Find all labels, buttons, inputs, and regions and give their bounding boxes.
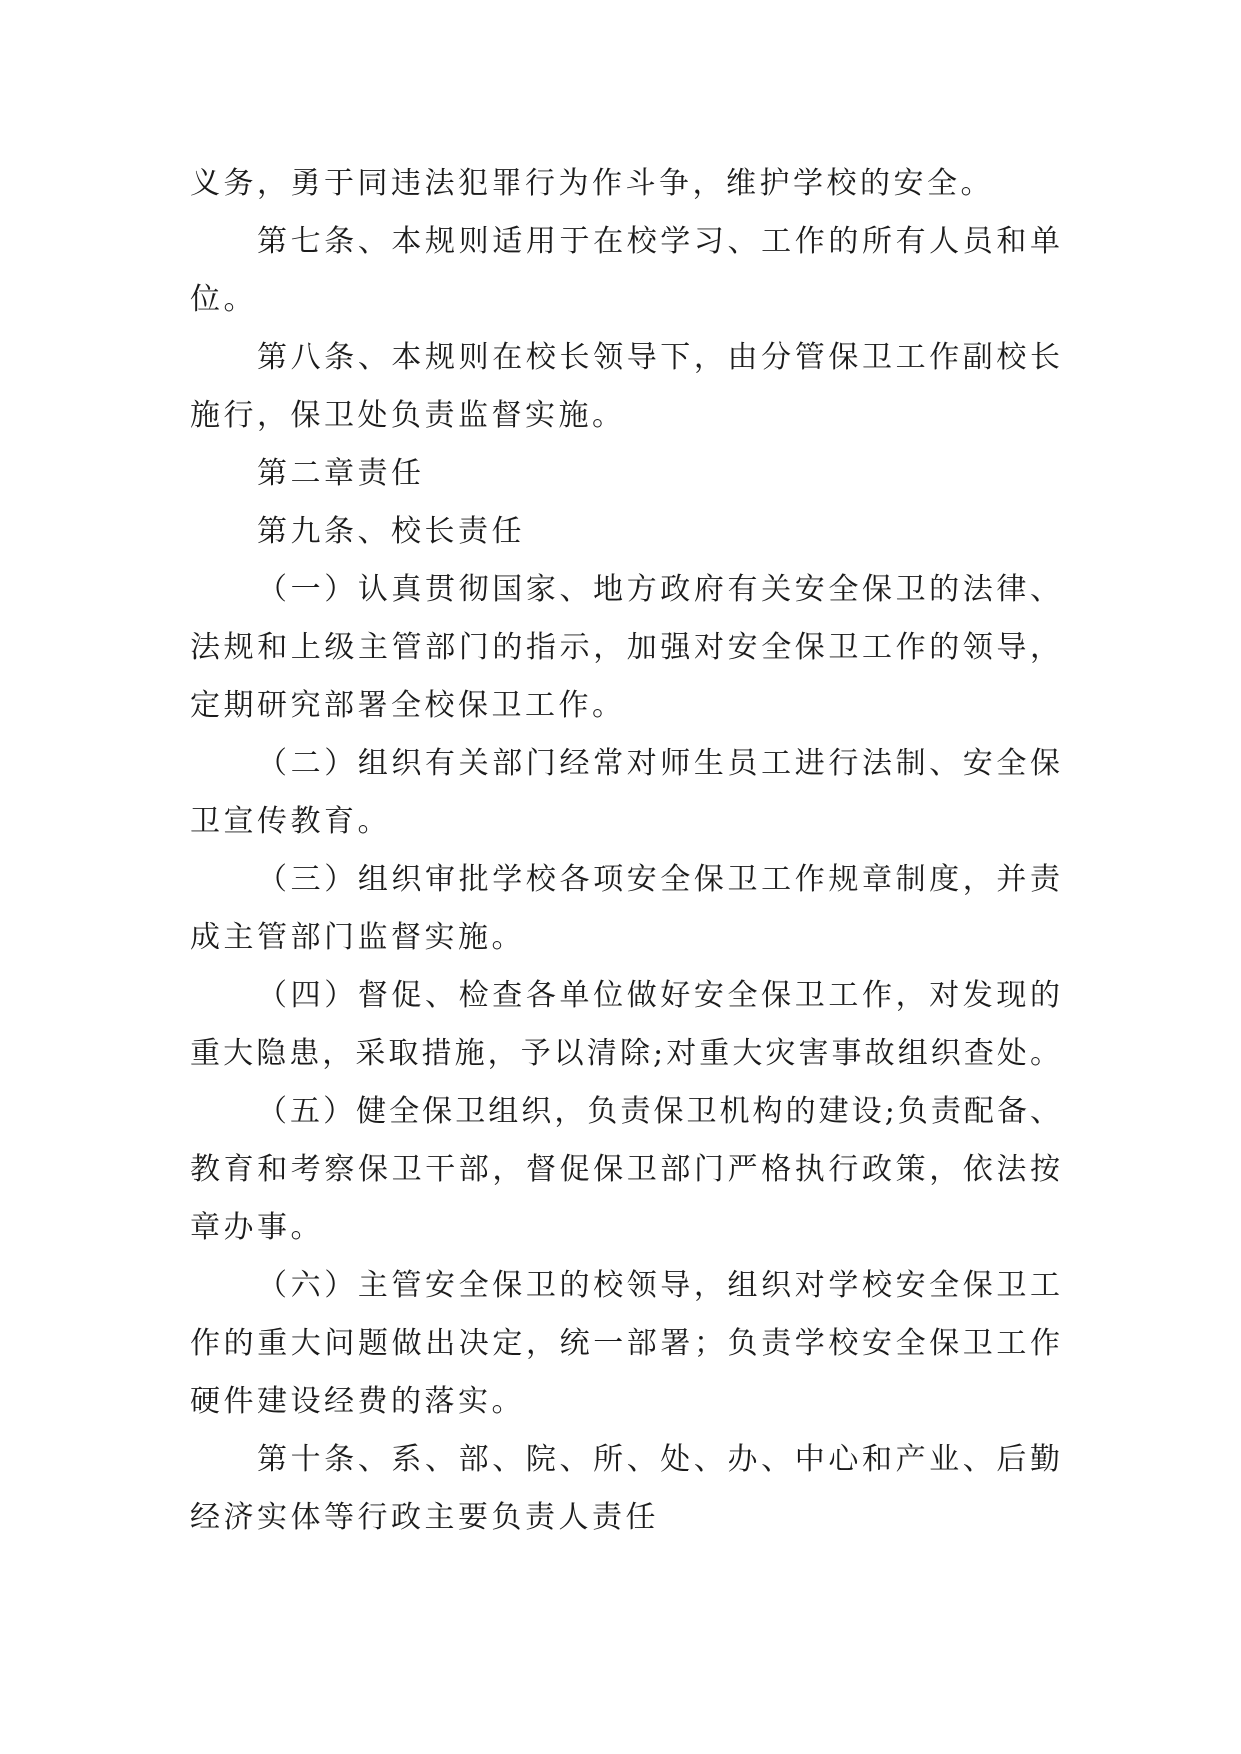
text-line: 施行，保卫处负责监督实施。 [190, 398, 626, 433]
text-line: （三）组织审批学校各项安全保卫工作规章制度，并责 [257, 862, 1062, 897]
article-7 [190, 213, 1062, 329]
text-line: 第十条、系、部、院、所、处、办、中心和产业、后勤 [257, 1442, 1062, 1477]
clause-6 [190, 1257, 1062, 1431]
clause-5 [190, 1083, 1062, 1257]
clause-1 [190, 561, 1062, 735]
text-line: 定期研究部署全校保卫工作。 [190, 688, 626, 723]
text-line: 作的重大问题做出决定，统一部署；负责学校安全保卫工作 [190, 1326, 1062, 1361]
text-line: （四）督促、检查各单位做好安全保卫工作，对发现的 [257, 978, 1062, 1013]
paragraph-continuation [190, 155, 1062, 213]
text-line: 重大隐患，采取措施，予以清除;对重大灾害事故组织查处。 [190, 1036, 1062, 1071]
clause-3 [190, 851, 1062, 967]
text-line: 义务，勇于同违法犯罪行为作斗争，维护学校的安全。 [190, 166, 994, 201]
text-line: （一）认真贯彻国家、地方政府有关安全保卫的法律、 [257, 572, 1062, 607]
article-10 [190, 1431, 1062, 1547]
clause-2 [190, 735, 1062, 851]
text-line: 卫宣传教育。 [190, 804, 391, 839]
text-line: 第七条、本规则适用于在校学习、工作的所有人员和单 [257, 224, 1062, 259]
text-line: 教育和考察保卫干部，督促保卫部门严格执行政策，依法按 [190, 1152, 1062, 1187]
text-line: 法规和上级主管部门的指示，加强对安全保卫工作的领导， [190, 630, 1062, 665]
article-8 [190, 329, 1062, 445]
text-line: 成主管部门监督实施。 [190, 920, 525, 955]
clause-4 [190, 967, 1062, 1083]
text-line: 第九条、校长责任 [257, 514, 525, 549]
text-line: 位。 [190, 282, 257, 317]
text-line: 第八条、本规则在校长领导下，由分管保卫工作副校长 [257, 340, 1062, 375]
document-page [190, 155, 1062, 1547]
text-line: 第二章责任 [257, 456, 425, 491]
text-line: （二）组织有关部门经常对师生员工进行法制、安全保 [257, 746, 1062, 781]
chapter-2-heading [190, 445, 1062, 503]
text-line: 章办事。 [190, 1210, 324, 1245]
text-line: 硬件建设经费的落实。 [190, 1384, 525, 1419]
text-line: （五）健全保卫组织，负责保卫机构的建设;负责配备、 [257, 1094, 1062, 1129]
text-line: （六）主管安全保卫的校领导，组织对学校安全保卫工 [257, 1268, 1062, 1303]
article-9-heading [190, 503, 1062, 561]
text-line: 经济实体等行政主要负责人责任 [190, 1500, 659, 1535]
